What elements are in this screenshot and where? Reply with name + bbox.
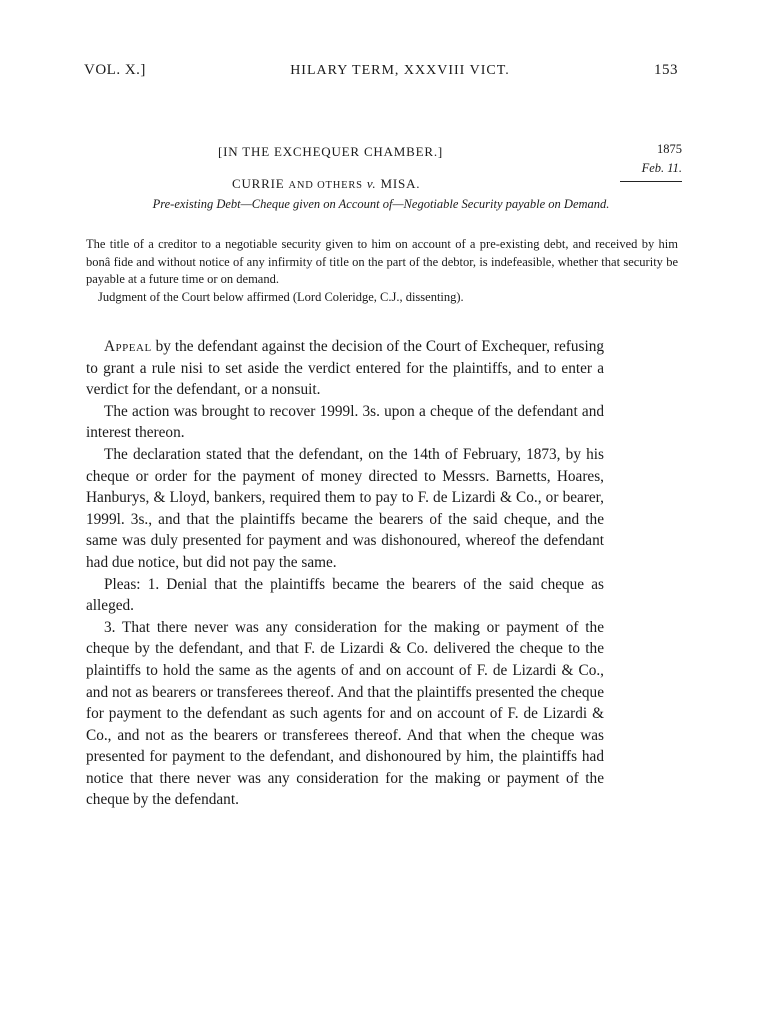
date-year: 1875: [657, 142, 682, 156]
case-party-currie: CURRIE: [232, 176, 285, 191]
case-name: [232, 176, 420, 192]
date-margin-note: [620, 140, 682, 182]
body-paragraph-pleas: Pleas: 1. Denial that the plaintiffs became the bearers of the said cheque as alleged.: [86, 575, 604, 615]
catchwords: Pre-existing Debt—Cheque given on Account of—Negotiable Security payable on Demand.: [152, 197, 610, 211]
headnote-judgment: Judgment of the Court below affirmed (Lord Coleridge, C.J., dissenting).: [98, 289, 464, 304]
case-versus: v.: [366, 176, 377, 191]
appeal-rest: by the defendant against the decision of the Court of Exchequer, refusing to grant a rule nisi to set aside the verdict entered for the plaintiffs, and to enter a verdict for the defendant, or a nonsuit.: [86, 338, 604, 399]
volume-label: VOL. X.]: [84, 62, 146, 78]
headnote-paragraph: The title of a creditor to a negotiable security given to him on account of a pre-existing debt, and received by him bonâ fide and without notice of any infirmity of title on the part of the debtor, is indefeasible, whether that security be payable at a future time or on demand.: [86, 237, 678, 286]
headnote: [86, 236, 678, 306]
running-header: [84, 62, 678, 79]
date-day: Feb. 11.: [641, 161, 682, 175]
running-title: HILARY TERM, XXXVIII VICT.: [290, 63, 510, 78]
court-heading: [IN THE EXCHEQUER CHAMBER.]: [218, 144, 444, 159]
appeal-lead-word: Appeal: [104, 338, 152, 355]
body-paragraph-appeal: [86, 336, 604, 401]
body-paragraph-plea-three: 3. That there never was any consideration for the making or payment of the cheque by the defendant, and that F. de Lizardi & Co. delivered the cheque to the plaintiffs to hold the same as the agents of and on account of F. de Lizardi & Co., and not as bearers or transferees thereof. And that the plaintiffs presented the cheque for payment to the defendant as such agents for and on account of F. de Lizardi & Co., and not as the bearers or transferees thereof. And that when the cheque was presented for payment to the defendant, and dishonoured by him, the plaintiffs had notice that there never was any consideration for the making or payment of the cheque by the defendant.: [86, 618, 604, 809]
case-party-misa: MISA.: [380, 176, 421, 191]
page-number: 153: [654, 62, 678, 78]
case-and-others: AND OTHERS: [288, 180, 363, 191]
date-rule: [620, 181, 682, 182]
body-paragraph-declaration: The declaration stated that the defendant, on the 14th of February, 1873, by his cheque or order for the payment of money directed to Messrs. Barnetts, Hoares, Hanburys, & Lloyd, bankers, required them to pay to F. de Lizardi & Co., or bearer, 1999l. 3s., and that the plaintiffs became the bearers of the said cheque, and the same was duly presented for payment and was dishonoured, whereof the defendant had due notice, but did not pay the same.: [86, 445, 604, 571]
body-paragraph-action: The action was brought to recover 1999l. 3s. upon a cheque of the defendant and interest thereon.: [86, 402, 604, 442]
body-text: [86, 336, 604, 811]
